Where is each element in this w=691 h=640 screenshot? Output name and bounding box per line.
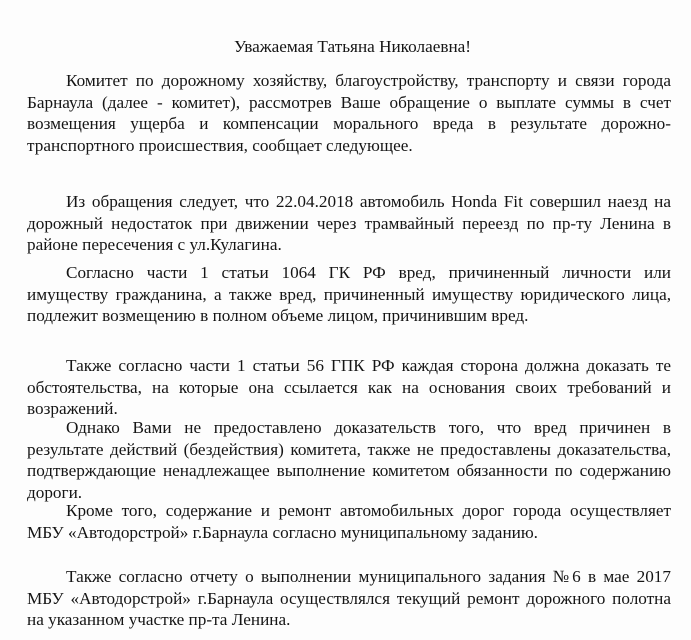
- letter-paragraph-7: Также согласно отчету о выполнении муниципального задания №6 в мае 2017 МБУ «Автодорстрой» г.Барнаула осуществлялся текущий ремонт дорожного полотна на указанном участке пр-та Ленина.: [27, 567, 671, 630]
- letter-paragraph-6: Кроме того, содержание и ремонт автомобильных дорог города осуществляет МБУ «Автодорстрой» г.Барнаула согласно муниципальному заданию.: [27, 501, 671, 542]
- letter-paragraph-4: Также согласно части 1 статьи 56 ГПК РФ каждая сторона должна доказать те обстоятельства, на которые она ссылается как на основания своих требований и возражений.: [27, 356, 671, 419]
- letter-paragraph-3: Согласно части 1 статьи 1064 ГК РФ вред, причиненный личности или имуществу гражданина, а также вред, причиненный имуществу юридического лица, подлежит возмещению в полном объеме лицом, причинившим вред.: [27, 263, 671, 326]
- letter-paragraph-1: Комитет по дорожному хозяйству, благоустройству, транспорту и связи города Барнаула (далее - комитет), рассмотрев Ваше обращение о выплате суммы в счет возмещения ущерба и компенсации морального вреда в результате дорожно-транспортного происшествия, сообщает следующее.: [27, 71, 671, 155]
- letter-paragraph-5: Однако Вами не предоставлено доказательств того, что вред причинен в результате действий (бездействия) комитета, также не предоставлены доказательства, подтверждающие ненадлежащее выполнение комитетом обязанности по содержанию дороги.: [27, 418, 671, 502]
- letter-salutation: Уважаемая Татьяна Николаевна!: [233, 37, 472, 56]
- letter-paragraph-2: Из обращения следует, что 22.04.2018 автомобиль Honda Fit совершил наезд на дорожный недостаток при движении через трамвайный переезд по пр-ту Ленина в районе пересечения с ул.Кулагина.: [27, 192, 671, 255]
